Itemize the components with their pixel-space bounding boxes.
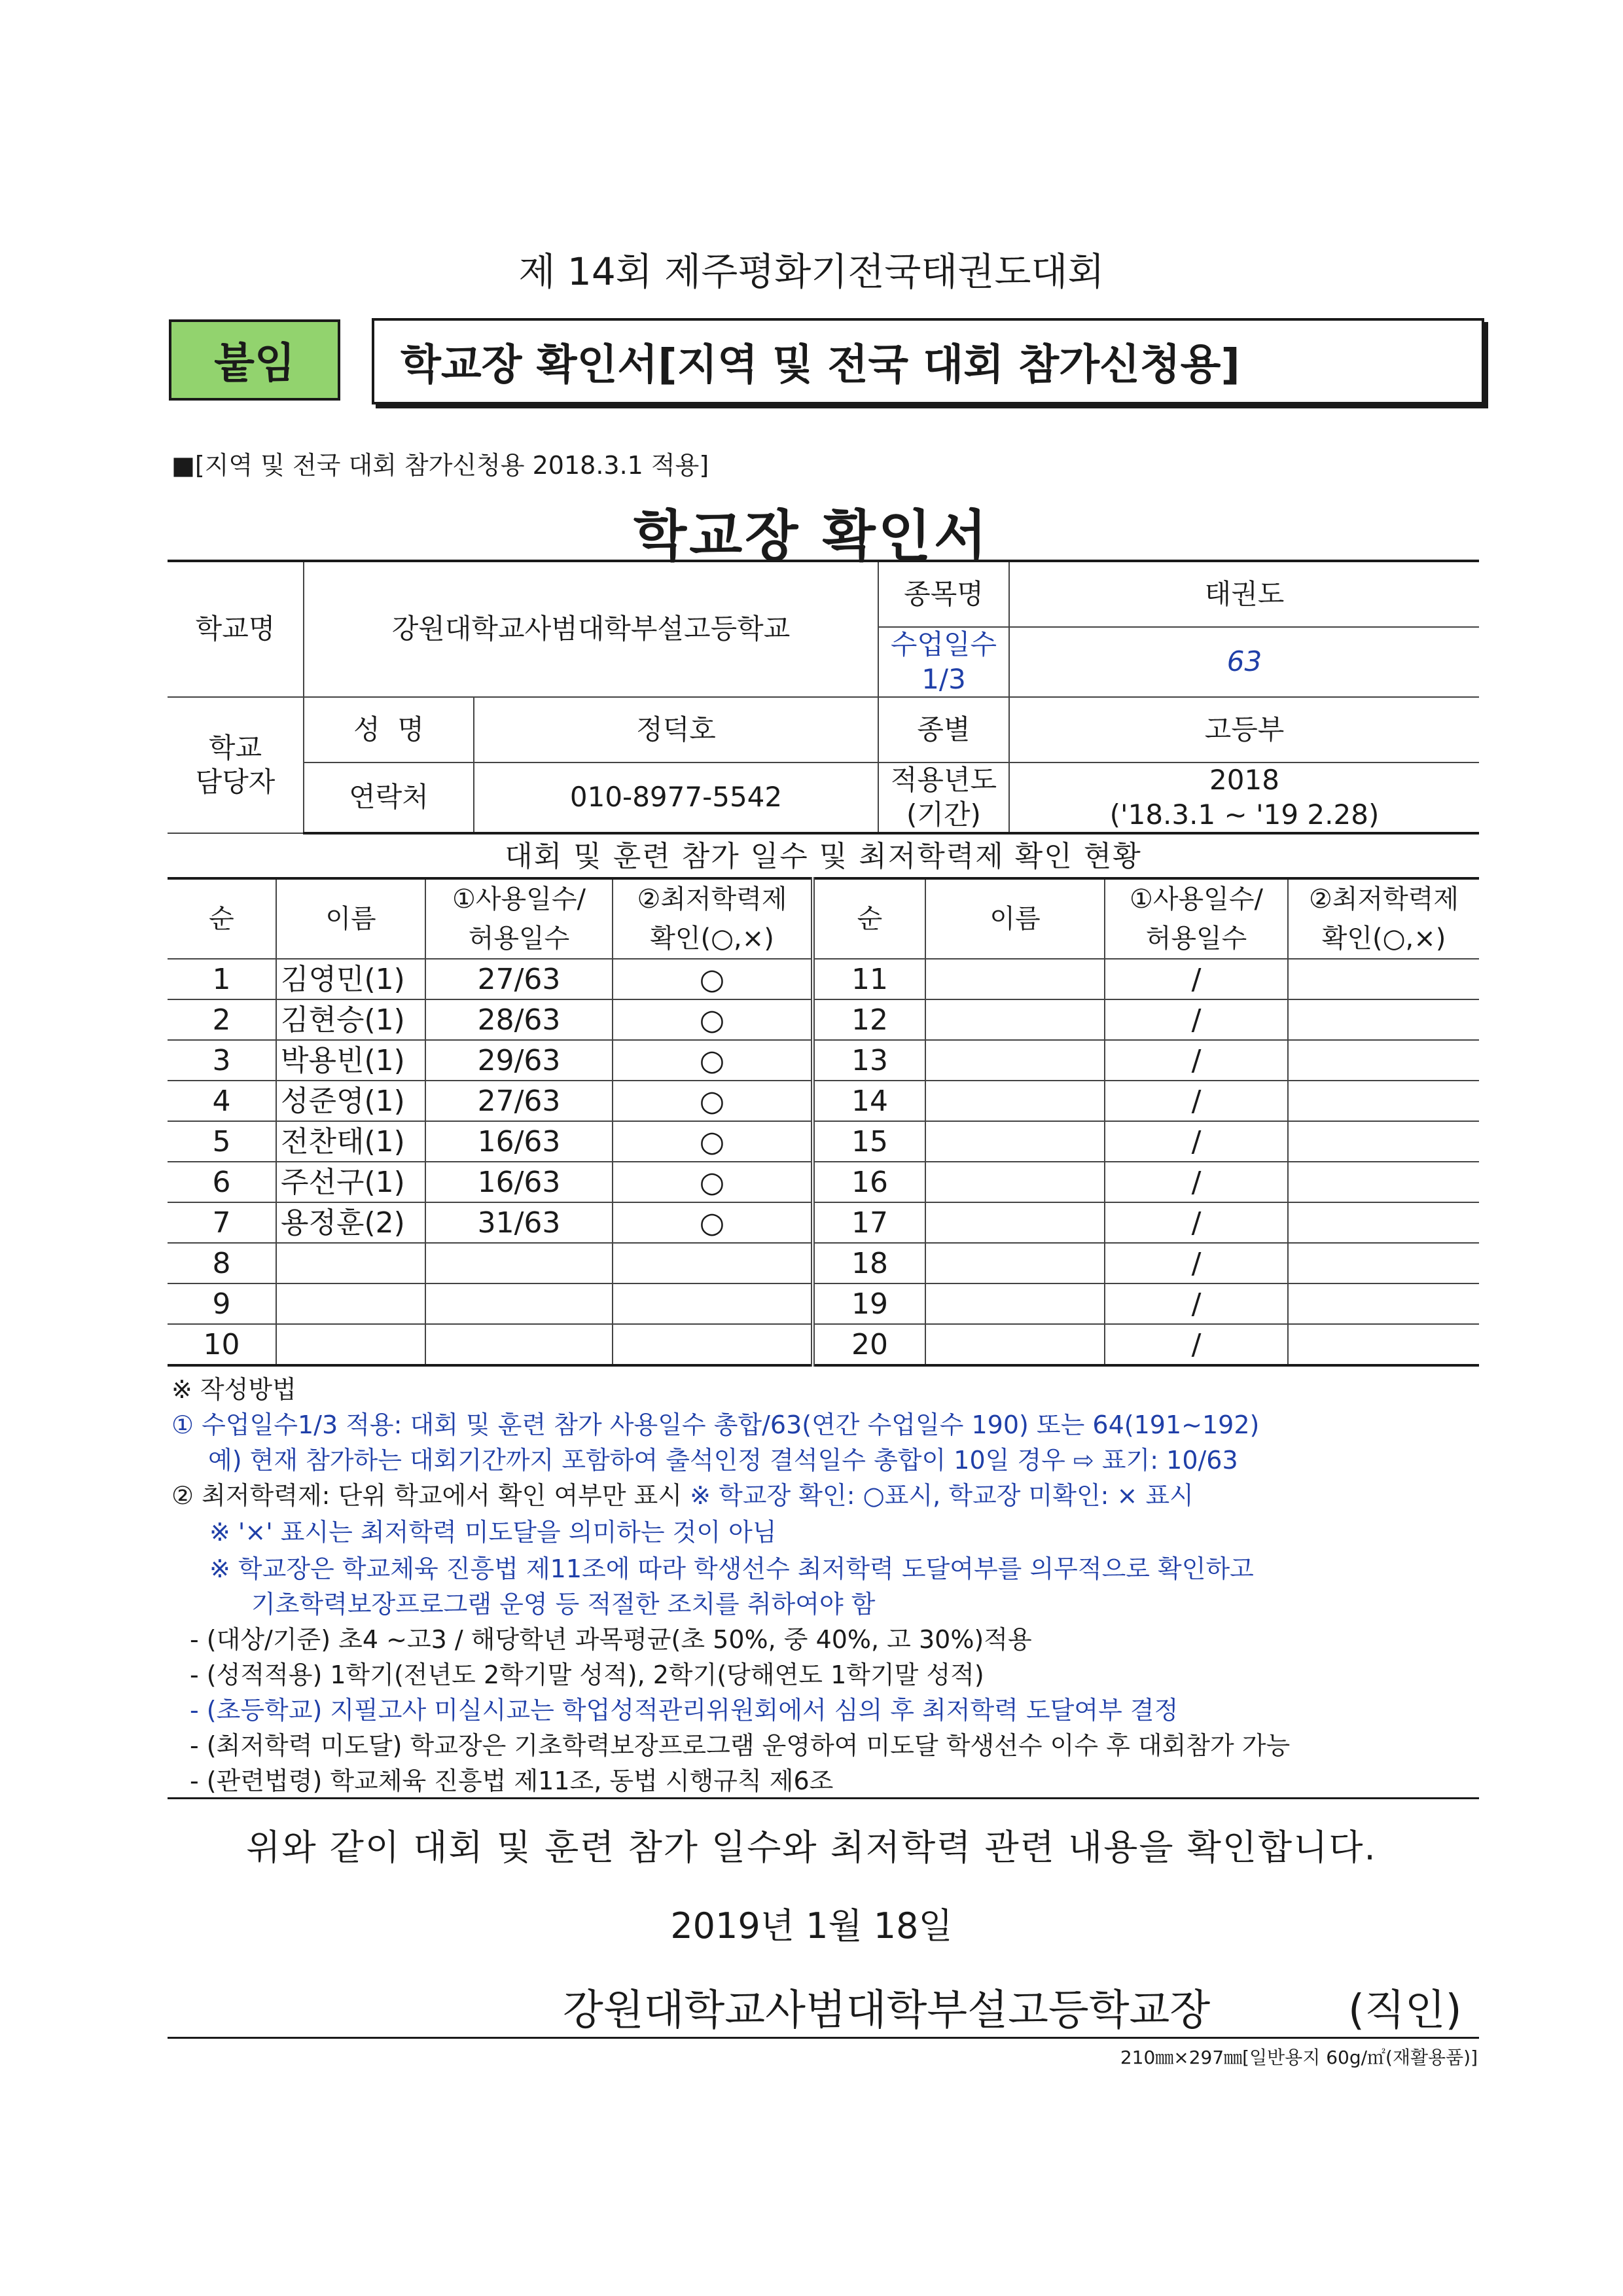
roster-left-check: ○ (613, 959, 813, 999)
roster-left-no: 4 (168, 1081, 276, 1121)
official-seal-mark: (직인) (1348, 1986, 1462, 2035)
manager-name-value: 정덕호 (474, 697, 878, 762)
sport-value: 태권도 (1009, 561, 1479, 627)
roster-right-no: 17 (813, 1202, 925, 1243)
roster-right-days: / (1105, 999, 1288, 1040)
roster-row (168, 1121, 1479, 1162)
roster-left-no: 1 (168, 959, 276, 999)
roster-left-check: ○ (613, 1081, 813, 1121)
roster-left-days: 29/63 (425, 1040, 613, 1081)
roster-left-days (425, 1243, 613, 1283)
header-days-line1: ①사용일수/ (452, 884, 586, 914)
header-days-line2: 허용일수 (468, 924, 570, 954)
roster-left-no: 6 (168, 1162, 276, 1202)
roster-left-name: 김영민(1) (276, 959, 425, 999)
instruction-line-2: 예) 현재 참가하는 대회기간까지 포함하여 출석인정 결석일수 총합이 10일 경우 ⇨ 표기: 10/63 (208, 1446, 1238, 1475)
category-value: 고등부 (1009, 697, 1479, 762)
roster-left-no: 10 (168, 1324, 276, 1365)
roster-right-check (1288, 1162, 1479, 1202)
roster-left-no: 8 (168, 1243, 276, 1283)
roster-left-days: 27/63 (425, 959, 613, 999)
signature-date: 2019년 1월 18일 (670, 1905, 953, 1946)
roster-right-no: 13 (813, 1040, 925, 1081)
header-check (613, 878, 813, 959)
roster-left-name (276, 1283, 425, 1324)
apply-note: ■[지역 및 전국 대회 참가신청용 2018.3.1 적용] (171, 451, 709, 480)
manager-label (168, 697, 304, 833)
roster-right-name (925, 1162, 1105, 1202)
header-check-line2: 확인(○,×) (650, 924, 774, 954)
school-name-label: 학교명 (168, 561, 304, 697)
roster-left-days: 16/63 (425, 1162, 613, 1202)
confirmation-statement: 위와 같이 대회 및 훈련 참가 일수와 최저학력 관련 내용을 확인합니다. (246, 1827, 1377, 1868)
apply-year-label (878, 762, 1009, 833)
roster-right-no: 19 (813, 1283, 925, 1324)
roster-left-name (276, 1324, 425, 1365)
roster-left-name (276, 1243, 425, 1283)
instruction-line-3-highlight: ※ 학교장 확인: ○표시, 학교장 미확인: × 표시 (690, 1481, 1194, 1510)
roster-left-check (613, 1324, 813, 1365)
header-check-line1: ②최저학력제 (637, 884, 787, 914)
roster-left-days (425, 1283, 613, 1324)
apply-year-label-line1: 적용년도 (890, 764, 997, 796)
roster-right-days: / (1105, 1324, 1288, 1365)
instruction-line-10: - (최저학력 미도달) 학교장은 기초학력보장프로그램 운영하여 미도달 학생선수 이수 후 대회참가 가능 (190, 1731, 1291, 1760)
header-days (425, 878, 613, 959)
instruction-line-3 (171, 1475, 1194, 1511)
instruction-line-7: - (대상/기준) 초4 ~고3 / 해당학년 과목평균(초 50%, 중 40%, 고 30%)적용 (190, 1625, 1032, 1654)
roster-left-check: ○ (613, 1202, 813, 1243)
roster-left-no: 7 (168, 1202, 276, 1243)
instruction-line-5: ※ 학교장은 학교체육 진흥법 제11조에 따라 학생선수 최저학력 도달여부를 의무적으로 확인하고 (209, 1554, 1254, 1583)
roster-right-check (1288, 1202, 1479, 1243)
roster-right-name (925, 1202, 1105, 1243)
class-days-value: 63 (1009, 627, 1479, 697)
roster-left-name: 주선구(1) (276, 1162, 425, 1202)
roster-left-name: 전찬태(1) (276, 1121, 425, 1162)
school-name-value: 강원대학교사범대학부설고등학교 (304, 561, 878, 697)
manager-label-line2: 담당자 (195, 766, 276, 798)
apply-period: ('18.3.1 ~ '19 2.28) (1109, 798, 1380, 831)
roster-right-name (925, 1081, 1105, 1121)
roster-left-days: 28/63 (425, 999, 613, 1040)
category-label: 종별 (878, 697, 1009, 762)
roster-right-no: 12 (813, 999, 925, 1040)
sport-label: 종목명 (878, 561, 1009, 627)
roster-left-name: 김현승(1) (276, 999, 425, 1040)
instruction-line-4: ※ '×' 표시는 최저학력 미도달을 의미하는 것이 아님 (209, 1518, 777, 1547)
footer-divider-line (168, 2037, 1479, 2039)
roster-row (168, 1243, 1479, 1283)
roster-right-name (925, 1324, 1105, 1365)
roster-left-no: 9 (168, 1283, 276, 1324)
roster-row (168, 999, 1479, 1040)
roster-right-days: / (1105, 1121, 1288, 1162)
roster-right-name (925, 999, 1105, 1040)
roster-left-days: 31/63 (425, 1202, 613, 1243)
school-info-table (168, 560, 1479, 834)
roster-right-name (925, 1283, 1105, 1324)
instructions-heading: ※ 작성방법 (171, 1375, 296, 1404)
roster-right-check (1288, 1040, 1479, 1081)
roster-right-name (925, 959, 1105, 999)
participation-roster-table (168, 877, 1479, 1367)
roster-left-name: 성준영(1) (276, 1081, 425, 1121)
roster-right-days: / (1105, 959, 1288, 999)
roster-right-days: / (1105, 1202, 1288, 1243)
header-check-right-line1: ②최저학력제 (1308, 884, 1459, 914)
roster-right-days: / (1105, 1162, 1288, 1202)
roster-right-check (1288, 1283, 1479, 1324)
apply-year-value (1009, 762, 1479, 833)
roster-row (168, 959, 1479, 999)
class-days-label-line1: 수업일수 (890, 628, 997, 660)
roster-row (168, 1324, 1479, 1365)
roster-right-days: / (1105, 1283, 1288, 1324)
instruction-line-8: - (성적적용) 1학기(전년도 2학기말 성적), 2학기(당해연도 1학기말 성적) (190, 1660, 984, 1689)
event-title: 제 14회 제주평화기전국태권도대회 (518, 249, 1105, 294)
header-days-right-line2: 허용일수 (1145, 924, 1247, 954)
roster-right-days: / (1105, 1243, 1288, 1283)
roster-left-check: ○ (613, 1040, 813, 1081)
roster-left-name: 박용빈(1) (276, 1040, 425, 1081)
instruction-line-11: - (관련법령) 학교체육 진흥법 제11조, 동법 시행규칙 제6조 (190, 1767, 834, 1795)
header-check-right-line2: 확인(○,×) (1321, 924, 1446, 954)
roster-right-no: 18 (813, 1243, 925, 1283)
roster-right-no: 14 (813, 1081, 925, 1121)
roster-left-check: ○ (613, 1162, 813, 1202)
header-check-right (1288, 878, 1479, 959)
class-days-label-line2: 1/3 (921, 662, 966, 695)
roster-right-name (925, 1243, 1105, 1283)
principal-title: 강원대학교사범대학부설고등학교장 (563, 1986, 1211, 2035)
instruction-line-6: 기초학력보장프로그램 운영 등 적절한 조치를 취하여야 함 (251, 1590, 876, 1619)
roster-right-check (1288, 1324, 1479, 1365)
roster-header-row (168, 878, 1479, 959)
instruction-line-3-text: ② 최저학력제: 단위 학교에서 확인 여부만 표시 (171, 1481, 690, 1510)
form-banner-title: 학교장 확인서[지역 및 전국 대회 참가신청용] (372, 318, 1484, 404)
roster-left-days: 16/63 (425, 1121, 613, 1162)
instruction-line-9: - (초등학교) 지필고사 미실시교는 학업성적관리위원회에서 심의 후 최저학력 도달여부 결정 (190, 1696, 1179, 1725)
manager-name-label: 성 명 (304, 697, 474, 762)
roster-right-name (925, 1121, 1105, 1162)
roster-right-no: 15 (813, 1121, 925, 1162)
divider-line (168, 1797, 1479, 1799)
roster-left-no: 2 (168, 999, 276, 1040)
roster-left-days: 27/63 (425, 1081, 613, 1121)
roster-right-days: / (1105, 1081, 1288, 1121)
roster-left-check (613, 1243, 813, 1283)
roster-right-no: 16 (813, 1162, 925, 1202)
roster-left-check (613, 1283, 813, 1324)
header-name-right: 이름 (925, 878, 1105, 959)
roster-right-no: 11 (813, 959, 925, 999)
status-title: 대회 및 훈련 참가 일수 및 최저학력제 확인 현황 (505, 840, 1142, 873)
header-no: 순 (168, 878, 276, 959)
roster-left-no: 5 (168, 1121, 276, 1162)
header-no-right: 순 (813, 878, 925, 959)
roster-right-check (1288, 959, 1479, 999)
roster-right-no: 20 (813, 1324, 925, 1365)
header-days-right-line1: ①사용일수/ (1130, 884, 1263, 914)
roster-right-check (1288, 999, 1479, 1040)
apply-year: 2018 (1209, 764, 1279, 796)
roster-row (168, 1202, 1479, 1243)
roster-right-check (1288, 1243, 1479, 1283)
roster-right-name (925, 1040, 1105, 1081)
header-name: 이름 (276, 878, 425, 959)
roster-right-days: / (1105, 1040, 1288, 1081)
instruction-line-1: ① 수업일수1/3 적용: 대회 및 훈련 참가 사용일수 총합/63(연간 수업일수 190) 또는 64(191~192) (171, 1410, 1260, 1439)
roster-left-days (425, 1324, 613, 1365)
class-days-label (878, 627, 1009, 697)
roster-right-check (1288, 1081, 1479, 1121)
roster-right-check (1288, 1121, 1479, 1162)
apply-year-label-line2: (기간) (906, 798, 981, 831)
contact-label: 연락처 (304, 762, 474, 833)
contact-value: 010-8977-5542 (474, 762, 878, 833)
roster-row (168, 1283, 1479, 1324)
attachment-badge: 붙임 (169, 319, 340, 401)
roster-left-check: ○ (613, 1121, 813, 1162)
roster-left-check: ○ (613, 999, 813, 1040)
roster-row (168, 1162, 1479, 1202)
roster-row (168, 1081, 1479, 1121)
roster-left-no: 3 (168, 1040, 276, 1081)
paper-spec: 210㎜×297㎜[일반용지 60g/㎡(재활용품)] (1120, 2047, 1478, 2068)
roster-left-name: 용정훈(2) (276, 1202, 425, 1243)
manager-label-line1: 학교 (208, 731, 262, 764)
document-title: 학교장 확인서 (633, 504, 990, 568)
header-days-right (1105, 878, 1288, 959)
roster-row (168, 1040, 1479, 1081)
